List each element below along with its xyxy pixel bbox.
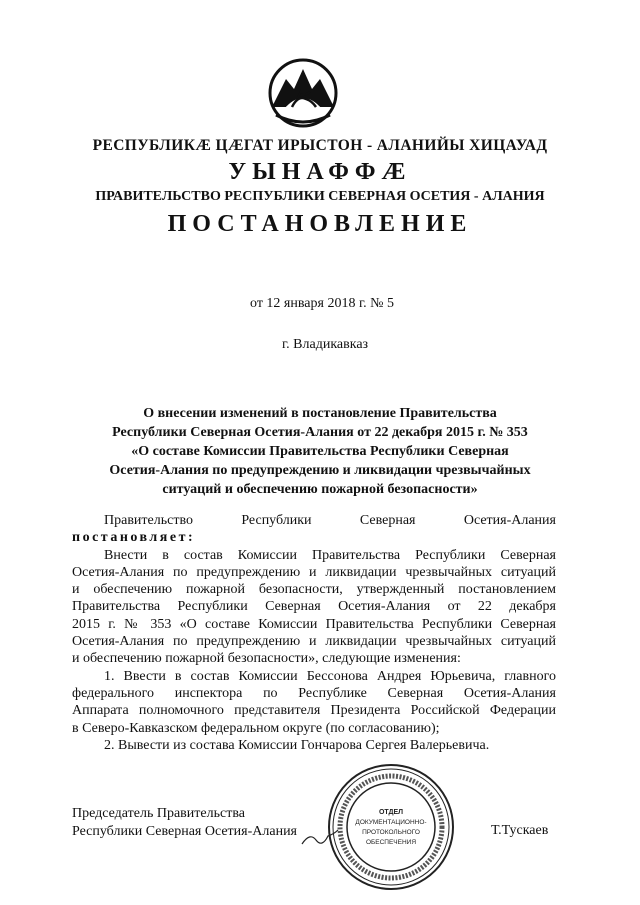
stamp-line: ОТДЕЛ	[378, 809, 404, 816]
title-line: Осетия-Алания по предупреждению и ликвидации чрезвычайных	[109, 463, 531, 478]
body-line: и обеспечению пожарной безопасности, утвержденный постановлением	[72, 582, 556, 598]
intro-word: Северная	[359, 513, 416, 528]
body-line: Внести в состав Комиссии Правительства Республики Северная	[104, 547, 556, 563]
body-line: и обеспечению пожарной безопасности», следующие изменения:	[72, 651, 461, 667]
stamp-line: ОБЕСПЕЧЕНИЯ	[365, 839, 417, 846]
intro-word: Республики	[241, 513, 312, 528]
intro-line	[72, 512, 556, 529]
official-stamp	[326, 762, 456, 892]
document-type-heading: ПОСТАНОВЛЕНИЕ	[167, 211, 473, 237]
stamp-line: ДОКУМЕНТАЦИОННО-	[355, 819, 427, 826]
header-ossetian-decree: УЫНАФФӔ	[228, 159, 412, 185]
city: г. Владикавказ	[282, 337, 369, 352]
header-government-name: ПРАВИТЕЛЬСТВО РЕСПУБЛИКИ СЕВЕРНАЯ ОСЕТИЯ - АЛАНИЯ	[95, 189, 545, 204]
title-line: Республики Северная Осетия-Алания от 22 декабря 2015 г. № 353	[112, 425, 528, 440]
title-line: «О составе Комиссии Правительства Республики Северная	[131, 444, 509, 459]
body-line: в Северо-Кавказском федеральном округе (по согласованию);	[72, 720, 440, 736]
body-line: Правительства Республики Северная Осетия-Алания от 22 декабря	[72, 599, 556, 615]
intro-word: Правительство	[104, 513, 193, 528]
signatory-position	[72, 805, 297, 841]
title-line: О внесении изменений в постановление Правительства	[143, 406, 497, 421]
position-line: Председатель Правительства	[72, 806, 245, 821]
document-title	[50, 404, 590, 499]
body-line: Аппарата полномочного представителя Президента Российской Федерации	[72, 703, 556, 719]
document-body	[72, 512, 556, 754]
body-line: 2015 г. № 353 «О составе Комиссии Правительства Республики Северная	[72, 616, 556, 632]
decree-word: постановляет:	[72, 530, 196, 546]
signatory-name: Т.Тускаев	[491, 823, 549, 838]
body-line: 2. Вывести из состава Комиссии Гончарова Сергея Валерьевича.	[104, 737, 490, 753]
position-line: Республики Северная Осетия-Алания	[72, 824, 297, 839]
body-line: Осетия-Алания по предупреждению и ликвидации чрезвычайных ситуаций	[72, 564, 556, 580]
stamp-line: ПРОТОКОЛЬНОГО	[362, 829, 420, 836]
coat-of-arms-emblem	[264, 57, 342, 129]
body-line: федерального инспектора по Республике Северная Осетия-Алания	[72, 685, 556, 701]
handwritten-signature	[300, 826, 340, 852]
intro-word: Осетия-Алания	[463, 513, 556, 528]
body-line: Осетия-Алания по предупреждению и ликвидации чрезвычайных ситуаций	[72, 634, 556, 650]
title-line: ситуаций и обеспечению пожарной безопасности»	[162, 482, 478, 497]
date-and-number: от 12 января 2018 г. № 5	[250, 296, 394, 311]
body-line: 1. Ввести в состав Комиссии Бессонова Андрея Юрьевича, главного	[104, 668, 556, 684]
header-ossetian-government: РЕСПУБЛИКӔ ЦӔГАТ ИРЫСТОН - АЛАНИЙЫ ХИЦАУАД	[92, 137, 548, 154]
